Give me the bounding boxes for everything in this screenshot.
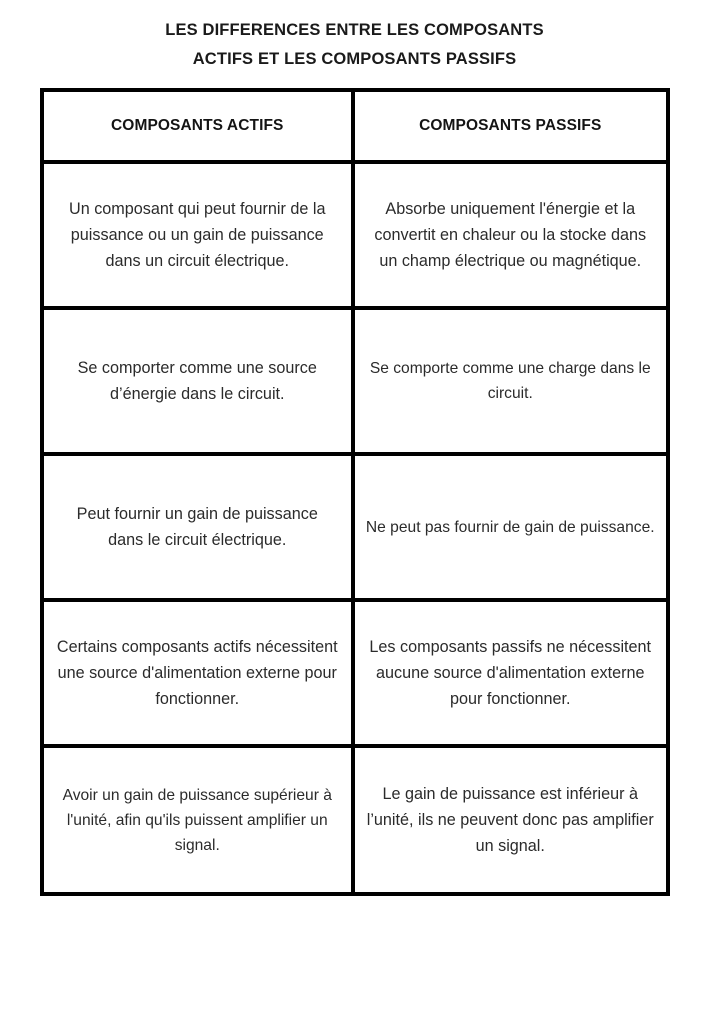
comparison-table [44,92,666,892]
cell-text-passive-3: Ne peut pas fournir de gain de puissance. [365,518,655,536]
cell-text-active-5: Avoir un gain de puissance supérieur à l'unité, afin qu'ils puissent amplifier un signal. [62,786,332,854]
header-label-active: COMPOSANTS ACTIFS [111,117,284,134]
cell-passive-2 [353,308,667,454]
table-header-cell-passive [353,92,667,162]
cell-active-4 [44,600,353,746]
table-header-cell-active [44,92,353,162]
cell-active-5 [44,746,353,892]
table-row [44,600,666,746]
cell-passive-4 [353,600,667,746]
page-title-line-1: LES DIFFERENCES ENTRE LES COMPOSANTS [165,21,544,39]
cell-text-active-2: Se comporter comme une source d’énergie dans le circuit. [77,359,317,403]
cell-text-passive-2: Se comporte comme une charge dans le circuit. [369,360,651,402]
page-title [0,16,709,74]
table-header-row [44,92,666,162]
cell-text-passive-5: Le gain de puissance est inférieur à l’unité, ils ne peuvent donc pas amplifier un signal. [366,785,654,855]
table-row [44,454,666,600]
cell-text-active-4: Certains composants actifs nécessitent une source d'alimentation externe pour fonctionner. [56,638,338,708]
table-row [44,746,666,892]
cell-text-active-1: Un composant qui peut fournir de la puissance ou un gain de puissance dans un circuit électrique. [69,200,326,270]
cell-text-active-3: Peut fournir un gain de puissance dans le circuit électrique. [76,505,318,549]
cell-passive-5 [353,746,667,892]
cell-text-passive-4: Les composants passifs ne nécessitent aucune source d'alimentation externe pour fonctionner. [369,638,652,708]
cell-active-3 [44,454,353,600]
comparison-table-container [40,88,670,896]
header-label-passive: COMPOSANTS PASSIFS [419,117,602,134]
cell-passive-3 [353,454,667,600]
cell-active-2 [44,308,353,454]
table-row [44,308,666,454]
cell-passive-1 [353,162,667,308]
cell-active-1 [44,162,353,308]
cell-text-passive-1: Absorbe uniquement l'énergie et la convertit en chaleur ou la stocke dans un champ électrique ou magnétique. [374,200,647,270]
page-title-line-2: ACTIFS ET LES COMPOSANTS PASSIFS [192,50,517,68]
table-row [44,162,666,308]
